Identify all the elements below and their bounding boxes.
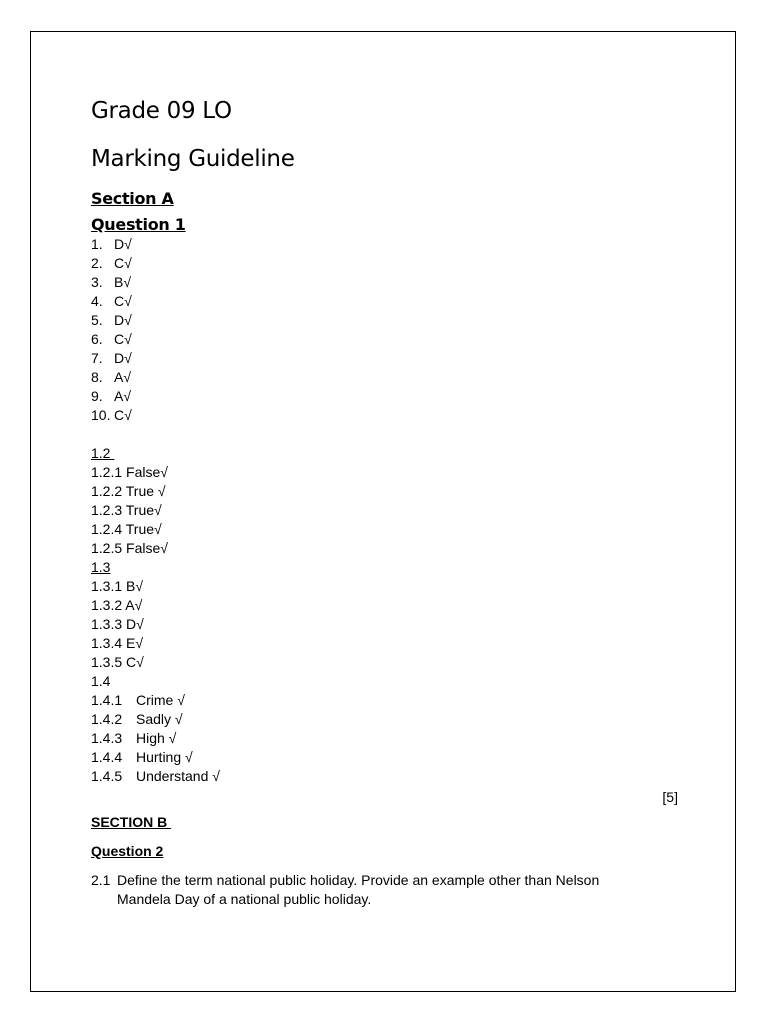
answer-value: Sadly √ — [136, 711, 183, 727]
answer-value: C√ — [114, 331, 132, 347]
answer-line: 1.3.1 B√ — [91, 578, 144, 594]
answer-number: 1.4.3 — [91, 730, 123, 746]
document-page — [30, 31, 736, 992]
answer-item — [91, 254, 691, 273]
spacer — [91, 425, 691, 444]
answer-number: 1.4.4 — [91, 749, 123, 765]
answer-number: 4. — [91, 293, 103, 309]
answer-item — [91, 311, 691, 330]
answer-line: 1.2.1 False√ — [91, 464, 168, 480]
answer-item — [91, 368, 691, 387]
answer-value: Understand √ — [136, 768, 220, 784]
answer-number: 8. — [91, 369, 103, 385]
answer-item — [91, 330, 691, 349]
answer-value: D√ — [114, 236, 132, 252]
answer-value: D√ — [114, 350, 132, 366]
answer-line: 1.3.4 E√ — [91, 635, 144, 651]
answer-number: 2. — [91, 255, 103, 271]
answer-item — [91, 406, 691, 425]
answer-line: 1.2.3 True√ — [91, 502, 162, 518]
answer-line: 1.2.4 True√ — [91, 521, 162, 537]
answer-item — [91, 235, 691, 254]
answer-value: A√ — [114, 369, 132, 385]
answer-line: 1.2.2 True √ — [91, 483, 166, 499]
marks-total: [5] — [662, 789, 678, 805]
answer-number: 6. — [91, 331, 103, 347]
answer-number: 1. — [91, 236, 103, 252]
answer-item — [91, 748, 691, 767]
document-subtitle: Marking Guideline — [91, 146, 295, 172]
answer-value: A√ — [114, 388, 132, 404]
answer-line: 1.3.3 D√ — [91, 616, 144, 632]
question-1-2-heading: 1.2 — [91, 445, 115, 461]
question-1-answer-list — [91, 235, 691, 425]
answer-item — [91, 767, 691, 786]
answer-number: 10. — [91, 407, 111, 423]
answer-number: 9. — [91, 388, 103, 404]
question-2-heading: Question 2 — [91, 843, 164, 859]
document-content — [91, 96, 691, 909]
answer-number: 1.4.1 — [91, 692, 123, 708]
answer-value: C√ — [114, 293, 132, 309]
question-1-4-heading: 1.4 — [91, 673, 111, 689]
answer-value: Hurting √ — [136, 749, 193, 765]
answer-value: Crime √ — [136, 692, 185, 708]
answer-item — [91, 273, 691, 292]
answer-item — [91, 729, 691, 748]
answer-item — [91, 292, 691, 311]
answer-number: 5. — [91, 312, 103, 328]
answer-number: 7. — [91, 350, 103, 366]
answer-number: 3. — [91, 274, 103, 290]
question-text: Define the term national public holiday. Provide an example other than Nelson Mandela Day of a national public holiday. — [117, 872, 600, 907]
answer-number: 1.4.5 — [91, 768, 123, 784]
answer-line: 1.3.5 C√ — [91, 654, 144, 670]
section-a-heading: Section A — [91, 189, 174, 208]
answer-item — [91, 387, 691, 406]
question-1-heading: Question 1 — [91, 215, 186, 234]
answer-item — [91, 710, 691, 729]
question-number: 2.1 — [91, 872, 111, 888]
answer-value: B√ — [114, 274, 132, 290]
answer-value: C√ — [114, 407, 132, 423]
answer-value: D√ — [114, 312, 132, 328]
section-b-heading: SECTION B — [91, 814, 172, 830]
answer-line: 1.2.5 False√ — [91, 540, 168, 556]
question-1-3-heading: 1.3 — [91, 559, 111, 575]
answer-value: C√ — [114, 255, 132, 271]
answer-item — [91, 691, 691, 710]
answer-item — [91, 349, 691, 368]
question-2-1 — [91, 871, 691, 909]
answer-line: 1.3.2 A√ — [91, 597, 143, 613]
answer-value: High √ — [136, 730, 177, 746]
document-title: Grade 09 LO — [91, 98, 232, 124]
answer-number: 1.4.2 — [91, 711, 123, 727]
